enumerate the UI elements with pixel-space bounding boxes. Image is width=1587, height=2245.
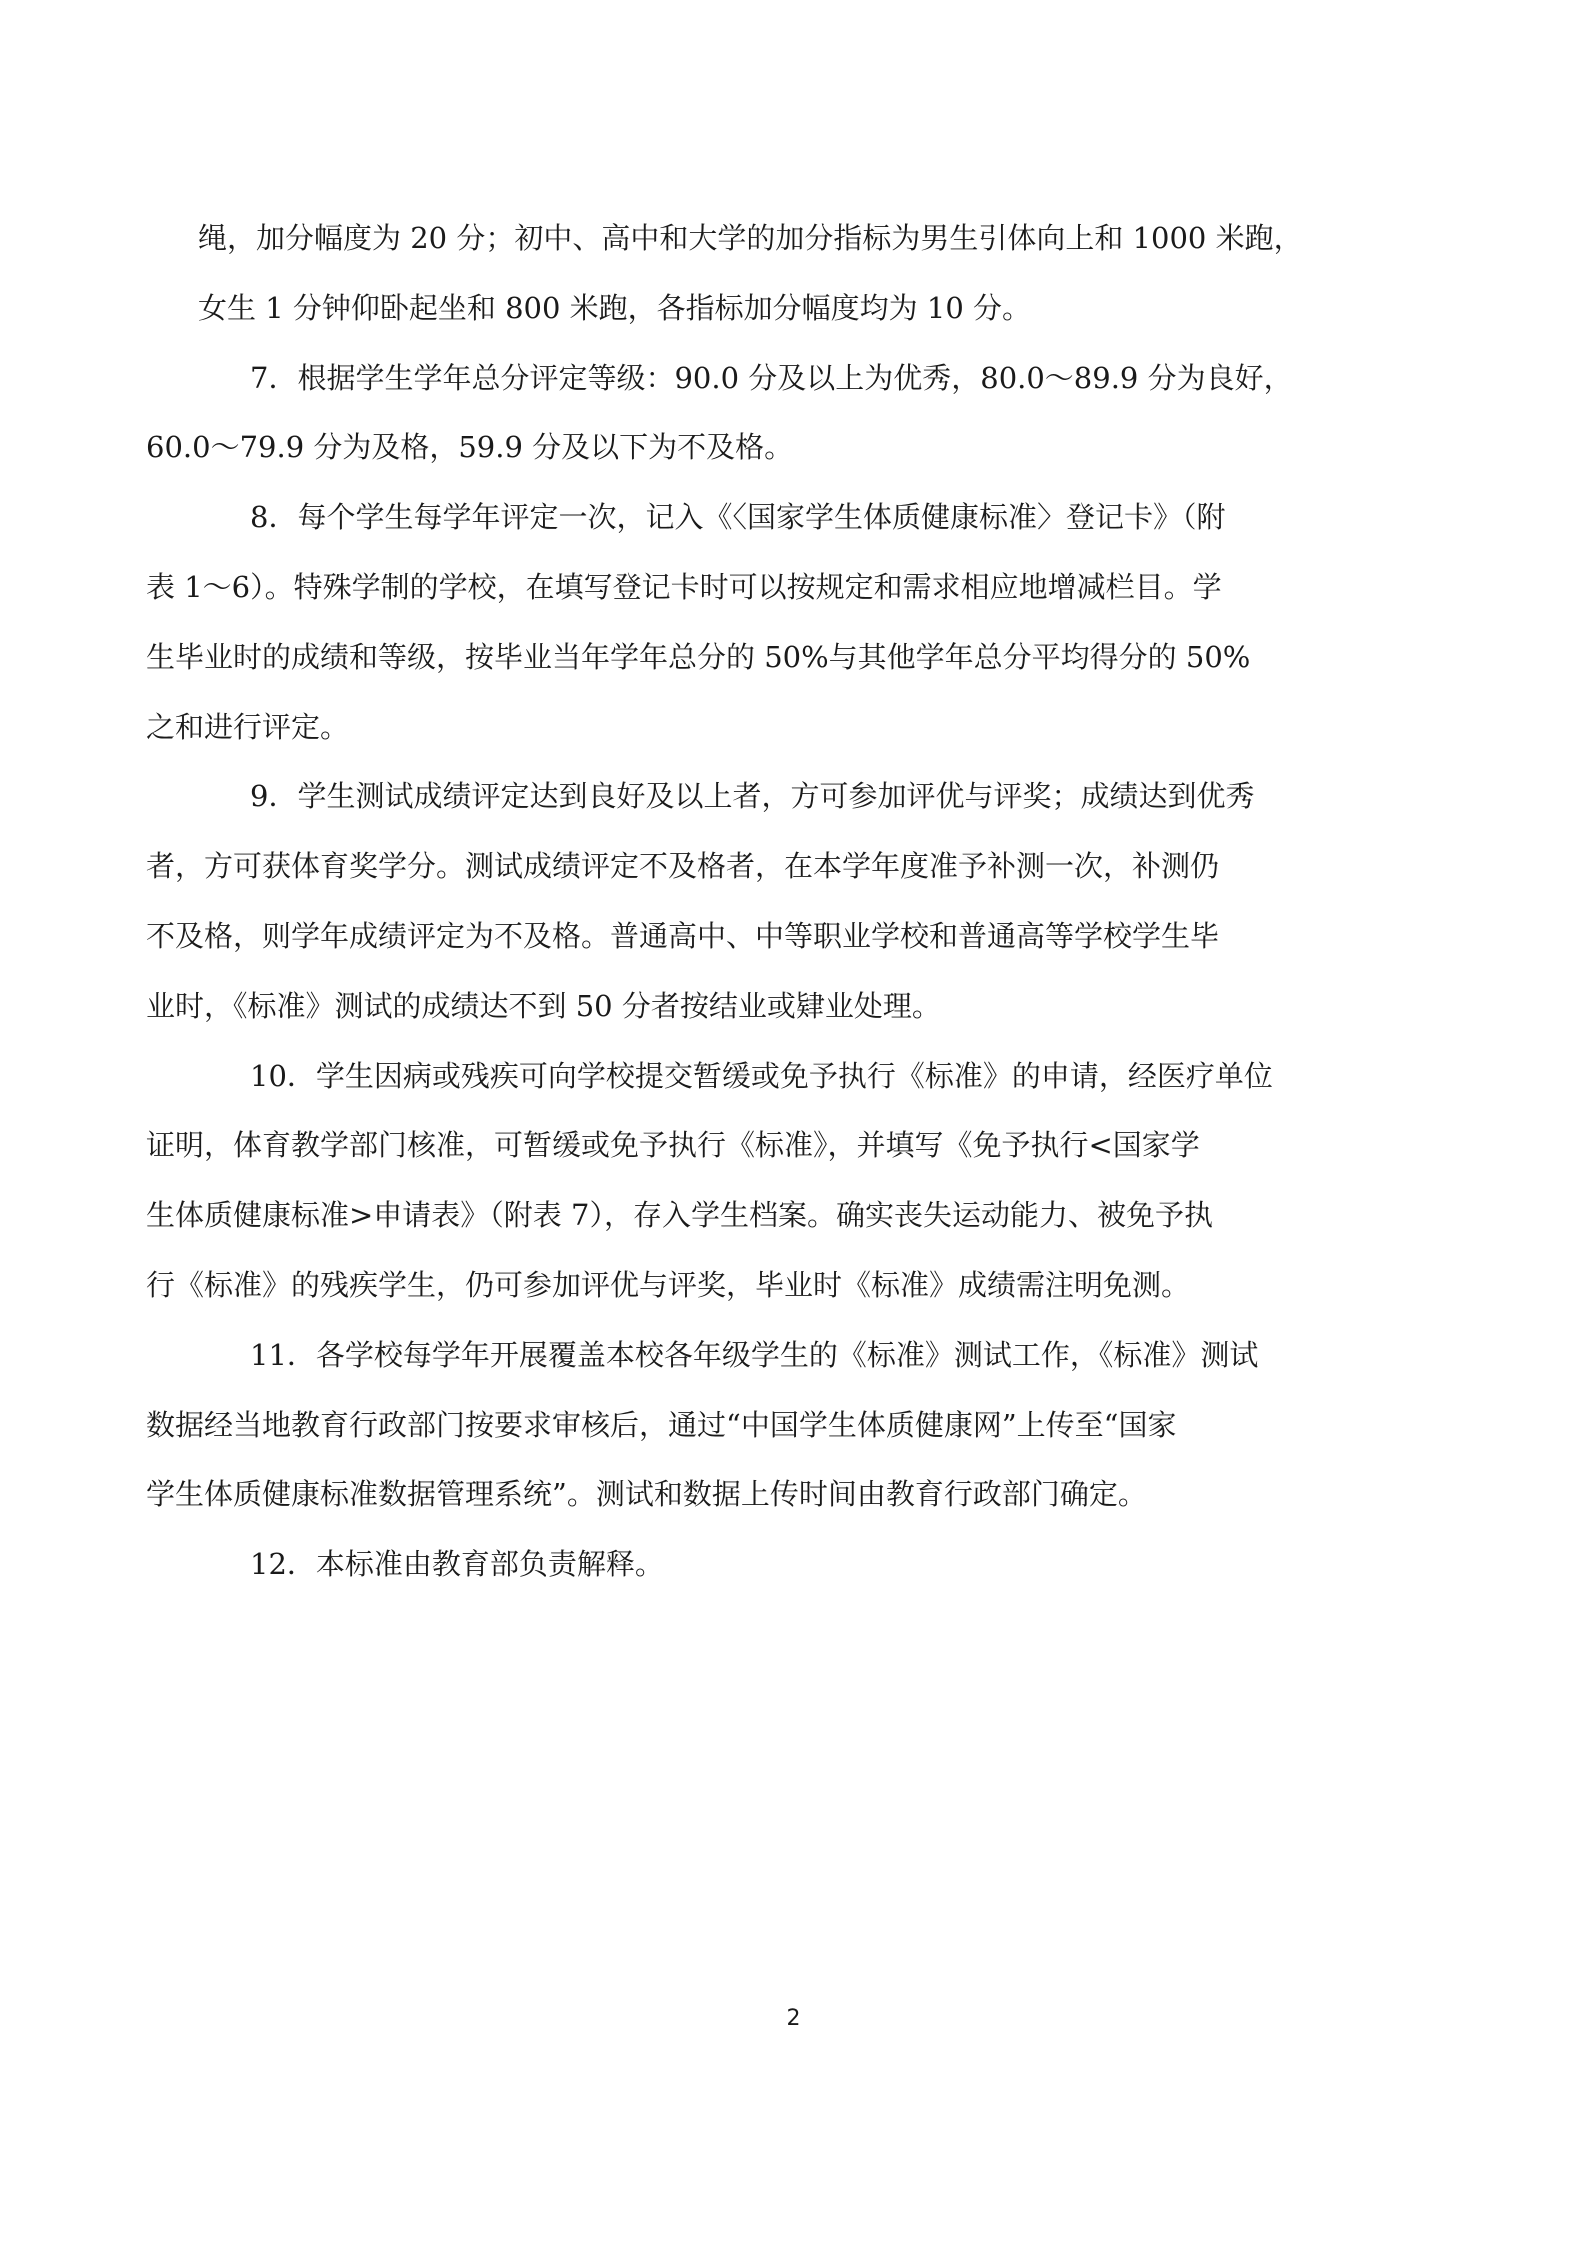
line: 10．学生因病或残疾可向学校提交暂缓或免予执行《标准》的申请，经医疗单位 (250, 1058, 1273, 1093)
paragraph-continuation (198, 204, 1398, 344)
body-text (146, 204, 1398, 1600)
paragraph-item-10 (146, 1042, 1398, 1321)
paragraph-item-11 (146, 1321, 1398, 1530)
paragraph-item-8 (146, 483, 1398, 762)
line: 7．根据学生学年总分评定等级：90.0 分及以上为优秀，80.0～89.9 分为良好， (250, 360, 1293, 395)
line: 11．各学校每学年开展覆盖本校各年级学生的《标准》测试工作，《标准》测试 (250, 1337, 1259, 1372)
line: 女生 1 分钟仰卧起坐和 800 米跑，各指标加分幅度均为 10 分。 (198, 290, 1032, 325)
paragraph-item-12 (198, 1530, 1398, 1600)
line: 数据经当地教育行政部门按要求审核后，通过“中国学生体质健康网”上传至“国家 (146, 1407, 1177, 1442)
line: 8．每个学生每学年评定一次，记入《〈国家学生体质健康标准〉登记卡》（附 (250, 500, 1226, 535)
paragraph-item-7 (146, 344, 1398, 484)
line: 绳，加分幅度为 20 分；初中、高中和大学的加分指标为男生引体向上和 1000 米跑， (198, 221, 1303, 255)
line: 60.0～79.9 分为及格，59.9 分及以下为不及格。 (146, 430, 794, 465)
line: 生体质健康标准>申请表》（附表 7），存入学生档案。确实丧失运动能力、被免予执 (146, 1198, 1213, 1233)
page-number: 2 (786, 2006, 801, 2031)
line: 12．本标准由教育部负责解释。 (250, 1547, 664, 1582)
line: 生毕业时的成绩和等级，按毕业当年学年总分的 50%与其他学年总分平均得分的 50% (146, 639, 1251, 674)
line: 表 1～6）。特殊学制的学校，在填写登记卡时可以按规定和需求相应地增减栏目。学 (146, 569, 1222, 604)
paragraph-item-9 (146, 762, 1398, 1041)
line: 证明，体育教学部门核准，可暂缓或免予执行《标准》，并填写《免予执行<国家学 (146, 1128, 1200, 1163)
line: 不及格，则学年成绩评定为不及格。普通高中、中等职业学校和普通高等学校学生毕 (146, 918, 1220, 953)
line: 者，方可获体育奖学分。测试成绩评定不及格者，在本学年度准予补测一次，补测仍 (146, 849, 1220, 884)
line: 行《标准》的残疾学生，仍可参加评优与评奖，毕业时《标准》成绩需注明免测。 (146, 1267, 1191, 1302)
line: 9．学生测试成绩评定达到良好及以上者，方可参加评优与评奖；成绩达到优秀 (250, 779, 1255, 814)
line: 之和进行评定。 (146, 709, 350, 744)
line: 业时，《标准》测试的成绩达不到 50 分者按结业或肄业处理。 (146, 988, 941, 1023)
line: 学生体质健康标准数据管理系统”。测试和数据上传时间由教育行政部门确定。 (146, 1477, 1147, 1512)
